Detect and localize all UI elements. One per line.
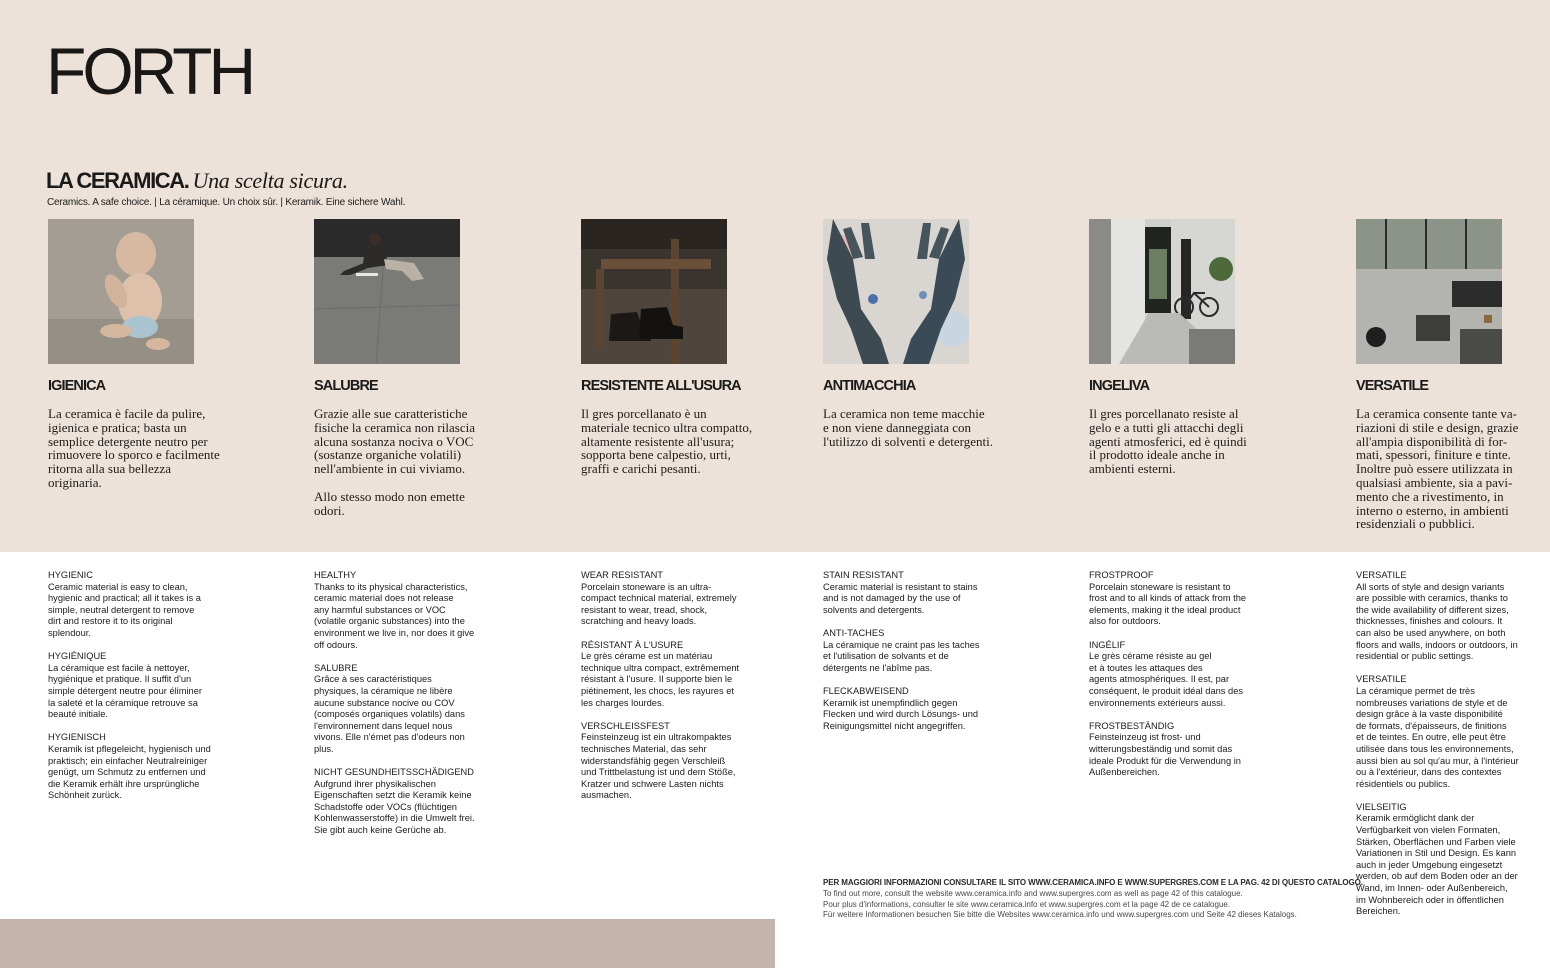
translation-label: VERSATILE — [1356, 674, 1407, 685]
feature-title: RESISTENTE ALL'USURA — [581, 378, 741, 394]
feature-antimacchia — [823, 219, 1023, 448]
footnote-fr: Pour plus d'informations, consulter le site www.ceramica.info et www.supergres.com et la page 42 de ce catalogue. — [823, 899, 1231, 909]
translations-salubre — [314, 570, 475, 848]
footnote-heading: PER MAGGIORI INFORMAZIONI CONSULTARE IL SITO WWW.CERAMICA.INFO E WWW.SUPERGRES.COM E LA PAG. 42 DI QUESTO CATALOGO. — [823, 878, 1363, 887]
feature-resistente — [581, 219, 781, 476]
translation-de — [823, 686, 980, 732]
feature-title: IGIENICA — [48, 378, 106, 394]
translation-text: Ceramic material is resistant to stains and is not damaged by the use of solvents and detergents. — [823, 581, 978, 615]
translation-en — [823, 570, 980, 616]
translation-text: Feinsteinzeug ist ein ultrakompaktes technisches Material, das sehr widerstandsfähig gegen Verschleiß und Trittbelastung ist und dem Stöße, Kratzer und schwere Lasten nichts ausmachen. — [581, 732, 736, 801]
outdoor-patio-bicycle-photo — [1089, 219, 1235, 364]
feature-text: La ceramica consente tante va- riazioni di stile e design, grazie all'ampia disponibilità di for- mati, spessori, finiture e tinte. Inoltre può essere utilizzata in qualsiasi ambiente, sia a pavi- mento che a rivestimento, in interno o esterno, in ambienti residenziali o pubblici. — [1356, 406, 1519, 532]
translation-en — [581, 570, 739, 628]
feature-text: Il gres porcellanato resiste al gelo e a tutti gli attacchi degli agenti atmosferici, ed è quindi il prodotto ideale anche in ambienti esterni. — [1089, 406, 1247, 477]
feature-text: La ceramica non teme macchie e non viene danneggiata con l'utilizzo di solventi e detergenti. — [823, 406, 993, 449]
feature-text: La ceramica è facile da pulire, igienica e pratica; basta un semplice detergente neutro per rimuovere lo sporco e facilmente ritorna alla sua bellezza originaria. — [48, 406, 220, 490]
translation-text: All sorts of style and design variants are possible with ceramics, thanks to the wide availability of different sizes, thicknesses, finishes and colours. It can also be used anywhere, on both floors and walls, indoors or outdoors, in residential or public settings. — [1356, 581, 1518, 662]
translation-label: HYGIENISCH — [48, 732, 106, 743]
living-room-interior-photo — [1356, 219, 1502, 364]
feature-title: ANTIMACCHIA — [823, 378, 916, 394]
feature-salubre — [314, 219, 514, 517]
headline-translations: Ceramics. A safe choice. | La céramique. Un choix sûr. | Keramik. Eine sichere Wahl. — [47, 197, 406, 208]
translation-label: VERSCHLEISSFEST — [581, 720, 670, 731]
translation-text: Keramik ist pflegeleicht, hygienisch und praktisch; ein einfacher Neutralreiniger genügt, um Schmutz zu entfernen und die Keramik erhält ihre ursprüngliche Schönheit zurück. — [48, 743, 211, 801]
translation-label: FROSTBESTÄNDIG — [1089, 720, 1175, 731]
translation-de — [1356, 802, 1519, 918]
feature-title: SALUBRE — [314, 378, 378, 394]
translation-label: STAIN RESISTANT — [823, 570, 904, 580]
feature-text: Il gres porcellanato è un materiale tecnico ultra compatto, altamente resistente all'usura; sopporta bene calpestio, urti, graffi e carichi pesanti. — [581, 406, 753, 477]
translation-label: WEAR RESISTANT — [581, 570, 663, 580]
feature-text: Grazie alle sue caratteristiche fisiche la ceramica non rilascia alcuna sostanza nociva o VOC (sostanze organiche volatili) nell'ambiente in cui viviamo. Allo stesso modo non emette odori. — [314, 406, 475, 518]
translation-label: VERSATILE — [1356, 570, 1407, 580]
translation-label: FROSTPROOF — [1089, 570, 1154, 580]
feature-title: VERSATILE — [1356, 378, 1429, 394]
translation-fr — [823, 628, 980, 674]
translation-fr — [48, 651, 211, 721]
translation-fr — [581, 640, 739, 710]
feature-versatile — [1356, 219, 1550, 531]
footnote-de: Für weitere Informationen besuchen Sie bitte die Websites www.ceramica.info und www.supergres.com und Seite 42 dieses Katalogs. — [823, 910, 1297, 920]
translation-label: VIELSEITIG — [1356, 801, 1407, 812]
translation-de — [1089, 721, 1246, 779]
feature-igienica — [48, 219, 248, 490]
translation-text: Grâce à ses caractéristiques physiques, la céramique ne libère aucune substance nocive ou COV (composés organiques volatils) dans l'environnement dans lequel nous vivons. Elle n'émet pas d'odeurs non plus. — [314, 674, 465, 754]
translation-text: Thanks to its physical characteristics, ceramic material does not release any harmful substances or VOC (volatile organic substances) into the environment we live in, nor does it give off odours. — [314, 581, 475, 650]
bottom-color-block — [0, 919, 775, 968]
translation-text: Keramik ermöglicht dank der Verfügbarkeit von vielen Formaten, Stärken, Oberflächen und Farben viele Variationen in Stil und Design. Es kann auch in jeder Umgebung eingesetzt werden, ob auf dem Boden oder an der Wand, im Innen- oder Außenbereich, im Wohnbereich oder in öffentlichen Bereichen. — [1356, 813, 1518, 917]
translation-en — [314, 570, 475, 651]
translation-text: Ceramic material is easy to clean, hygienic and practical; all it takes is a simple, neutral detergent to remove dirt and restore it to its original splendour. — [48, 581, 201, 638]
headline — [46, 170, 348, 192]
headline-italic: Una scelta sicura. — [192, 168, 348, 193]
translations-antimacchia — [823, 570, 980, 744]
translation-de — [314, 767, 475, 837]
boots-and-chair-photo — [581, 219, 727, 364]
translation-label: HEALTHY — [314, 570, 357, 580]
translation-label: HYGIÉNIQUE — [48, 651, 107, 662]
translation-text: La céramique permet de très nombreuses variations de style et de design grâce à la vaste disponibilité de formats, d'épaisseurs, de finitions et de teintes. En outre, elle peut être utilisée dans tous les environnements, aussi bien au sol qu'au mur, à l'intérieur ou à l'extérieur, dans des contextes résidentiels ou publics. — [1356, 685, 1519, 789]
footnote — [823, 878, 1363, 921]
translation-label: FLECKABWEISEND — [823, 685, 909, 696]
translation-label: RÉSISTANT À L'USURE — [581, 639, 684, 650]
translation-text: Feinsteinzeug ist frost- und witterungsbeständig und somit das ideale Produkt für die Verwendung in Außenbereichen. — [1089, 732, 1241, 778]
translation-text: La céramique ne craint pas les taches et l'utilisation de solvants et de détergents ne l'abîme pas. — [823, 639, 980, 673]
footnote-en: To find out more, consult the website www.ceramica.info and www.supergres.com as well as page 42 of this catalogue. — [823, 888, 1243, 898]
translations-versatile — [1356, 570, 1519, 929]
translation-label: NICHT GESUNDHEITSSCHÄDIGEND — [314, 767, 474, 778]
headline-bold: LA CERAMICA. — [46, 168, 189, 193]
translation-de — [48, 732, 211, 802]
translation-fr — [1089, 640, 1246, 710]
translation-fr — [314, 663, 475, 756]
translations-igienica — [48, 570, 211, 813]
feature-title: INGELIVA — [1089, 378, 1150, 394]
translation-text: Keramik ist unempfindlich gegen Flecken und wird durch Lösungs- und Reinigungsmittel nicht angegriffen. — [823, 697, 979, 731]
translations-ingeliva — [1089, 570, 1246, 790]
feature-ingeliva — [1089, 219, 1289, 476]
translation-fr — [1356, 674, 1519, 790]
translations-resistente — [581, 570, 739, 813]
translation-text: Aufgrund ihrer physikalischen Eigenschaften setzt die Keramik keine Schadstoffe oder VOCs (flüchtigen Kohlenwasserstoffe) in die Umwelt frei. Sie gibt auch keine Gerüche ab. — [314, 778, 475, 836]
translation-en — [48, 570, 211, 640]
translation-en — [1356, 570, 1519, 663]
translation-text: Le grès cérame est un matériau technique ultra compact, extrêmement résistant à l'usure. Il supporte bien le piétinement, les chocs, les rayures et les charges lourdes. — [581, 651, 740, 708]
translation-text: La céramique est facile à nettoyer, hygiénique et pratique. Il suffit d'un simple détergent neutre pour éliminer la saleté et la céramique retrouve sa beauté initiale. — [48, 662, 202, 720]
man-on-floor-photo — [314, 219, 460, 364]
translation-label: SALUBRE — [314, 662, 358, 673]
translation-label: HYGIENIC — [48, 570, 93, 580]
translation-text: Porcelain stoneware is resistant to frost and to all kinds of attack from the elements, making it the ideal product also for outdoors. — [1089, 581, 1247, 627]
translation-en — [1089, 570, 1246, 628]
translation-text: Le grès cérame résiste au gel et à toutes les attaques des agents atmosphériques. Il est, par conséquent, le produit idéal dans des environnements extérieurs aussi. — [1089, 651, 1244, 708]
translation-text: Porcelain stoneware is an ultra- compact technical material, extremely resistant to wear, tread, shock, scratching and heavy loads. — [581, 581, 737, 627]
translation-label: INGÉLIF — [1089, 639, 1126, 650]
baby-on-floor-photo — [48, 219, 194, 364]
collection-title: FORTH — [46, 34, 253, 108]
painted-hands-photo — [823, 219, 969, 364]
translation-de — [581, 721, 739, 802]
translation-label: ANTI-TACHES — [823, 627, 885, 638]
